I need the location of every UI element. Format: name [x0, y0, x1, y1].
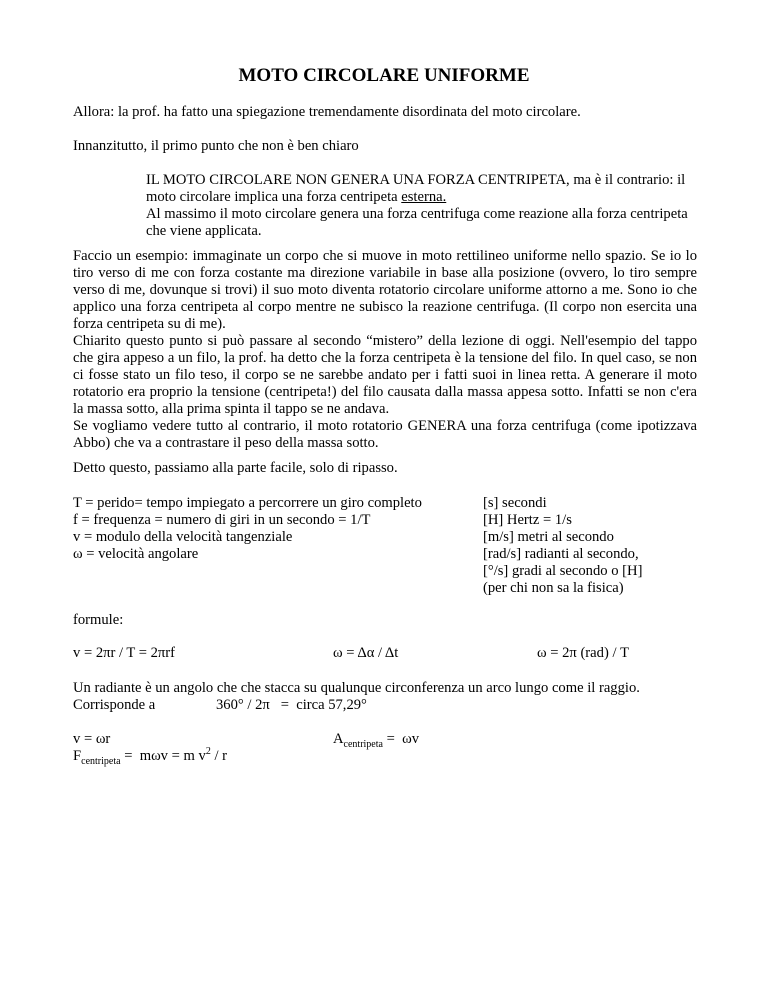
acceleration-symbol: A [333, 731, 344, 747]
force-symbol: F [73, 748, 82, 764]
def-angular-velocity: ω = velocità angolare [73, 546, 199, 562]
formula-angular-period: ω = 2π (rad) / T [537, 645, 630, 661]
key-statement-second: Al massimo il moto circolare genera una forza centrifuga come reazione alla forza centripeta che viene applicata. [146, 206, 688, 239]
key-statement-block [146, 172, 697, 240]
formula-centripetal-acceleration [333, 731, 419, 748]
unit-radians-per-second: [rad/s] radianti al secondo, [483, 546, 639, 562]
example-text-1: Faccio un esempio: immaginate un corpo che si muove in moto rettilineo uniforme nello spazio. Se io lo tiro verso di me con forza costante ma direzione variabile in base alla posizione (ovvero, lo tiro sempre verso di me, dovunque si trovi) il suo moto diventa rotatorio circolare uniforme attorno a me. Sono io che applico una forza centripeta al corpo mentre ne subisco la reazione centrifuga. (Il corpo non esercita una forza centripeta su di me). [73, 248, 697, 332]
page-title: MOTO CIRCOLARE UNIFORME [238, 65, 530, 86]
def-period: T = perido= tempo impiegato a percorrere un giro completo [73, 495, 422, 511]
acceleration-expression: = ωv [382, 731, 420, 747]
formula-linear-velocity: v = 2πr / T = 2πrf [73, 645, 175, 661]
review-intro: Detto questo, passiamo alla parte facile, solo di ripasso. [73, 460, 398, 476]
example-text-2: Chiarito questo punto si può passare al secondo “mistero” della lezione di oggi. Nell'esempio del tappo che gira appeso a un filo, la prof. ha detto che la forza centripeta è la tensione del filo. In quel caso, se non ci fosse stato un filo teso, il corpo se ne sarebbe andato per i fatti suoi in linea retta. A generare il moto rotatorio era proprio la tensione (centripeta!) del filo causata dalla massa appesa sotto. Infatti se non c'era la massa sotto, alla prima spinta il tappo se ne andava. [73, 333, 697, 417]
force-subscript: centripeta [81, 755, 121, 767]
key-statement-underlined: esterna. [401, 189, 447, 205]
unit-hertz: [H] Hertz = 1/s [483, 512, 572, 528]
formula-angular-velocity: ω = Δα / Δt [333, 645, 399, 661]
first-point-paragraph: Innanzitutto, il primo punto che non è ben chiaro [73, 138, 359, 154]
formula-v-omega-r: v = ωr [73, 731, 111, 747]
radian-definition: Un radiante è un angolo che che stacca su qualunque circonferenza un arco lungo come il raggio. [73, 680, 640, 696]
force-expression: = mωv = m v [120, 748, 206, 764]
radian-corresponds-label: Corrisponde a [73, 697, 156, 713]
example-paragraph [73, 248, 697, 452]
formulas-label: formule: [73, 612, 124, 628]
intro-paragraph: Allora: la prof. ha fatto una spiegazione tremendamente disordinata del moto circolare. [73, 104, 581, 120]
unit-degrees-per-second: [°/s] gradi al secondo o [H] [483, 563, 643, 579]
example-text-3: Se vogliamo vedere tutto al contrario, il moto rotatorio GENERA una forza centrifuga (come ipotizzava Abbo) che va a contrastare il peso della massa sotto. [73, 418, 697, 451]
key-statement-text: IL MOTO CIRCOLARE NON GENERA UNA FORZA CENTRIPETA, ma è il contrario: il moto circolare implica una forza centripeta [146, 172, 686, 205]
radian-value: 360° / 2π = circa 57,29° [216, 697, 367, 713]
unit-meters-per-second: [m/s] metri al secondo [483, 529, 614, 545]
formula-centripetal-force [73, 748, 227, 765]
unit-seconds: [s] secondi [483, 495, 547, 511]
definitions-right [483, 495, 713, 597]
acceleration-subscript: centripeta [343, 738, 383, 750]
unit-note: (per chi non sa la fisica) [483, 580, 624, 596]
def-frequency: f = frequenza = numero di giri in un secondo = 1/T [73, 512, 371, 528]
force-denominator: / r [210, 748, 228, 764]
def-velocity: v = modulo della velocità tangenziale [73, 529, 293, 545]
force-exponent: 2 [205, 746, 211, 758]
definitions-left [73, 495, 473, 563]
